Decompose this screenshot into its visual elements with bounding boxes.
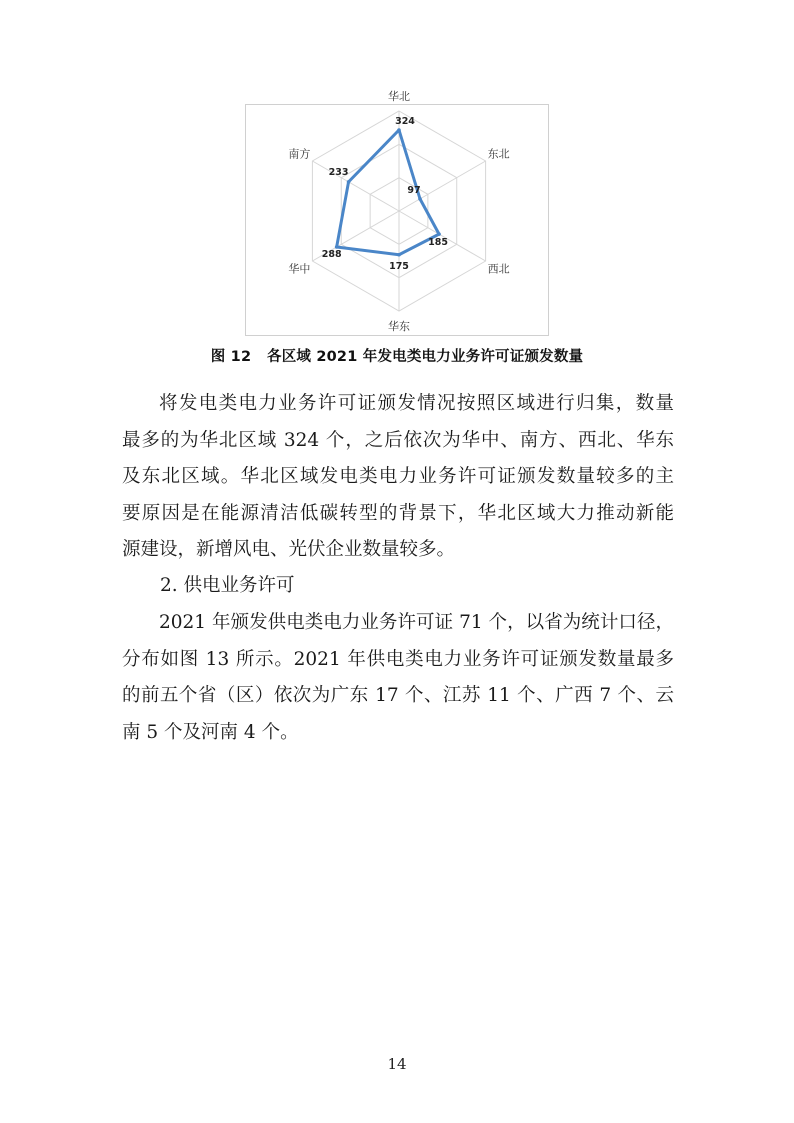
paragraph-line: 2021 年颁发供电类电力业务许可证 71 个，以省为统计口径， (159, 612, 674, 633)
radar-data-point (347, 180, 351, 184)
radar-data-label: 175 (389, 260, 409, 272)
radar-data-label: 97 (407, 184, 421, 196)
radar-data-point (397, 253, 401, 257)
paragraph-supply-license (122, 605, 674, 751)
radar-spoke (312, 161, 399, 211)
radar-chart (245, 90, 549, 336)
radar-data-point (437, 232, 441, 236)
radar-spoke (399, 211, 486, 261)
paragraph-line: 要原因是在能源清洁低碳转型的背景下，华北区域大力推动新能 (122, 502, 674, 524)
radar-axis-label: 华北 (388, 90, 410, 103)
paragraph-line: 将发电类电力业务许可证颁发情况按照区域进行归集，数量 (159, 393, 674, 414)
page-number: 14 (387, 1055, 407, 1073)
radar-data-point (418, 197, 422, 201)
radar-data-label: 288 (321, 249, 342, 260)
figure-title: 各区域 2021 年发电类电力业务许可证颁发数量 (267, 349, 584, 365)
radar-axis-label: 南方 (288, 147, 311, 161)
paragraph-region-summary (122, 386, 674, 569)
paragraph-line: 南 5 个及河南 4 个。 (122, 721, 299, 743)
radar-chart-svg (246, 90, 548, 335)
paragraph-line: 源建设，新增风电、光伏企业数量较多。 (122, 539, 456, 560)
radar-data-label: 324 (395, 116, 415, 127)
radar-axis-label: 华东 (388, 320, 410, 333)
section-heading: 2. 供电业务许可 (160, 575, 295, 596)
figure-caption (0, 345, 794, 366)
paragraph-line: 的前五个省（区）依次为广东 17 个、江苏 11 个、广西 7 个、云 (122, 685, 674, 706)
radar-axis-label: 华中 (288, 262, 311, 276)
radar-data-label: 233 (328, 166, 349, 178)
radar-axis-label: 西北 (487, 262, 510, 276)
paragraph-line: 及东北区域。华北区域发电类电力业务许可证颁发数量较多的主 (122, 466, 674, 487)
figure-number: 图 12 (210, 349, 252, 365)
radar-axis-label: 东北 (487, 147, 510, 161)
radar-data-point (397, 128, 401, 132)
radar-data-label: 185 (428, 237, 448, 249)
paragraph-line: 分布如图 13 所示。2021 年供电类电力业务许可证颁发数量最多 (122, 648, 674, 670)
paragraph-line: 最多的为华北区域 324 个，之后依次为华中、南方、西北、华东 (122, 429, 674, 451)
